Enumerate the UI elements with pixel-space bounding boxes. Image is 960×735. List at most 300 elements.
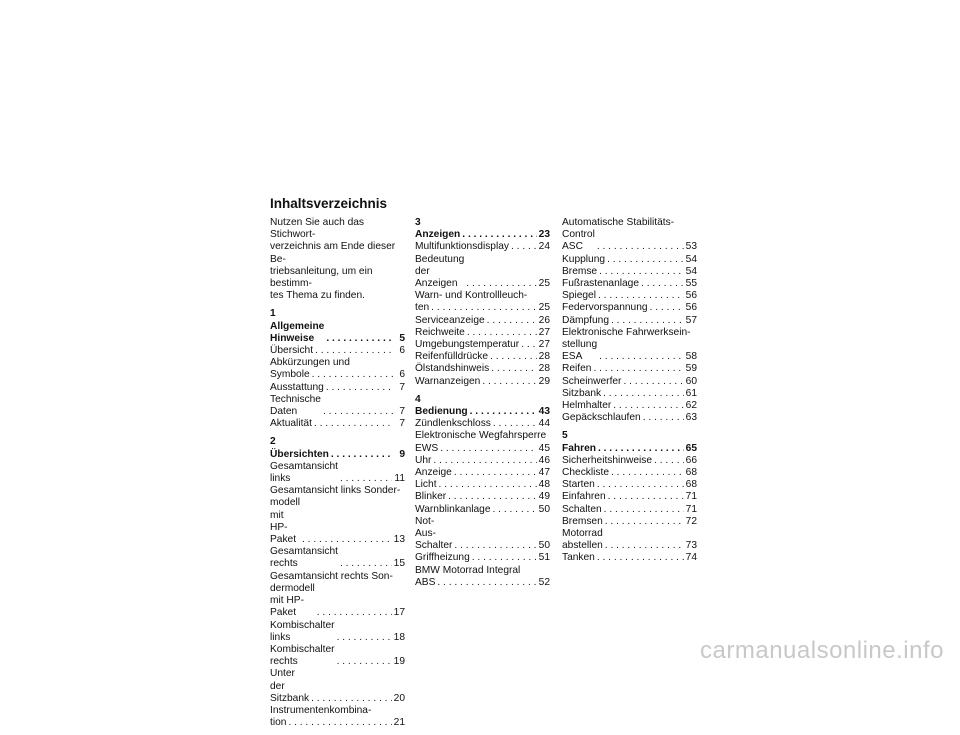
section-heading-title: 3 Anzeigen bbox=[415, 217, 461, 241]
entry-title-line: Gesamtansicht rechts bbox=[270, 546, 338, 570]
entry-title-line: Kupplung bbox=[562, 253, 606, 265]
entry-title-line: Spiegel bbox=[562, 290, 596, 302]
entry-row bbox=[562, 376, 697, 388]
toc-entry[interactable] bbox=[562, 400, 697, 412]
entry-row bbox=[270, 717, 405, 729]
toc-entry[interactable] bbox=[562, 412, 697, 424]
page-number: 55 bbox=[685, 278, 697, 290]
intro-text bbox=[270, 217, 405, 302]
entry-row bbox=[562, 302, 697, 314]
entry-row bbox=[270, 546, 405, 570]
entry-title-line: Bedeutung der Anzeigen bbox=[415, 253, 465, 290]
leader-dots bbox=[470, 406, 537, 418]
entry-row bbox=[270, 382, 405, 394]
toc-entry[interactable] bbox=[415, 552, 550, 564]
leader-dots bbox=[641, 278, 684, 290]
entry-row bbox=[562, 552, 697, 564]
entry-title-line: Übersicht bbox=[270, 345, 314, 357]
entry-row bbox=[415, 363, 550, 375]
entry-row bbox=[415, 254, 550, 291]
leader-dots bbox=[598, 290, 684, 302]
toc-entry[interactable] bbox=[415, 376, 550, 388]
page-number: 68 bbox=[685, 479, 697, 491]
toc-entry[interactable] bbox=[562, 388, 697, 400]
toc-entry[interactable] bbox=[415, 339, 550, 351]
entry-row bbox=[415, 455, 550, 467]
leader-dots bbox=[317, 607, 392, 619]
entry-row bbox=[415, 302, 550, 314]
leader-dots bbox=[493, 418, 537, 430]
toc-entry[interactable] bbox=[562, 376, 697, 388]
page-number: 18 bbox=[393, 631, 405, 643]
entry-row bbox=[270, 644, 405, 668]
page-number: 50 bbox=[538, 503, 550, 515]
page-number: 53 bbox=[685, 241, 697, 253]
entry-row bbox=[562, 229, 697, 253]
entry-row bbox=[562, 278, 697, 290]
toc-entry[interactable] bbox=[415, 241, 550, 253]
leader-dots bbox=[302, 534, 392, 546]
leader-dots bbox=[605, 516, 684, 528]
leader-dots bbox=[597, 552, 684, 564]
entry-row bbox=[415, 376, 550, 388]
leader-dots bbox=[605, 540, 684, 552]
toc-entry[interactable] bbox=[415, 327, 550, 339]
entry-row bbox=[562, 467, 697, 479]
page-number: 74 bbox=[685, 552, 697, 564]
page-number: 43 bbox=[538, 406, 550, 418]
leader-dots bbox=[611, 315, 684, 327]
entry-row bbox=[415, 327, 550, 339]
section-heading[interactable] bbox=[270, 308, 405, 345]
entry-row bbox=[415, 418, 550, 430]
toc-entry[interactable] bbox=[270, 382, 405, 394]
entry-row bbox=[270, 620, 405, 644]
leader-dots bbox=[437, 577, 536, 589]
leader-dots bbox=[340, 558, 392, 570]
entry-title-line: Federvorspannung bbox=[562, 302, 648, 314]
entry-title-line: Abkürzungen und bbox=[270, 357, 350, 369]
entry-row bbox=[270, 345, 405, 357]
page-number: 21 bbox=[393, 717, 405, 729]
leader-dots bbox=[440, 443, 536, 455]
entry-row bbox=[270, 461, 405, 485]
toc-entry[interactable] bbox=[415, 290, 550, 314]
leader-dots bbox=[613, 400, 683, 412]
entry-title-line: Gepäckschlaufen bbox=[562, 412, 641, 424]
page-number: 19 bbox=[393, 656, 405, 668]
entry-row bbox=[562, 504, 697, 516]
entry-title-line: Symbole bbox=[270, 369, 310, 381]
leader-dots bbox=[598, 443, 684, 455]
leader-dots bbox=[599, 351, 684, 363]
toc-entry[interactable] bbox=[270, 485, 405, 546]
entry-title-line: tion bbox=[270, 717, 287, 729]
entry-title-line: Kombischalter links bbox=[270, 619, 335, 643]
leader-dots bbox=[314, 418, 393, 430]
toc-entry[interactable] bbox=[415, 491, 550, 503]
entry-title-line: Tanken bbox=[562, 552, 595, 564]
page-number: 25 bbox=[538, 302, 550, 314]
page-number: 5 bbox=[399, 332, 405, 344]
leader-dots bbox=[603, 388, 684, 400]
page-number: 56 bbox=[685, 302, 697, 314]
entry-title-line: stellung ESA bbox=[562, 339, 598, 363]
entry-row bbox=[415, 443, 550, 455]
entry-row bbox=[270, 583, 405, 620]
entry-row bbox=[562, 479, 697, 491]
page-number: 72 bbox=[685, 515, 697, 527]
leader-dots bbox=[623, 376, 683, 388]
entry-row bbox=[562, 491, 697, 503]
toc-entry[interactable] bbox=[270, 461, 405, 485]
page-number: 47 bbox=[538, 467, 550, 479]
leader-dots bbox=[521, 339, 536, 351]
entry-title-line: Kombischalter rechts bbox=[270, 643, 335, 668]
toc-entry[interactable] bbox=[415, 254, 550, 291]
toc-entry[interactable] bbox=[270, 394, 405, 418]
entry-row bbox=[270, 369, 405, 381]
toc-entry[interactable] bbox=[270, 345, 405, 357]
leader-dots bbox=[654, 455, 684, 467]
entry-row bbox=[415, 339, 550, 351]
toc-entry[interactable] bbox=[270, 418, 405, 430]
leader-dots bbox=[326, 382, 393, 394]
leader-dots bbox=[448, 491, 537, 503]
page-number: 46 bbox=[538, 454, 550, 466]
entry-title-line: Ölstandshinweis bbox=[415, 363, 490, 375]
toc-entry[interactable] bbox=[562, 266, 697, 278]
page-number: 6 bbox=[399, 345, 405, 357]
page-number: 20 bbox=[393, 692, 405, 704]
entry-title-line: Blinker bbox=[415, 491, 447, 503]
entry-row bbox=[562, 254, 697, 266]
entry-row bbox=[562, 290, 697, 302]
toc-section bbox=[415, 217, 550, 388]
page-number: 66 bbox=[685, 454, 697, 466]
toc-section bbox=[562, 430, 697, 564]
entry-title-line: Umgebungstemperatur bbox=[415, 339, 520, 351]
page-number: 9 bbox=[399, 448, 405, 460]
leader-dots bbox=[439, 479, 537, 491]
entry-row bbox=[562, 400, 697, 412]
entry-title-line: Griffheizung bbox=[415, 552, 470, 564]
entry-title-line: modell mit HP-Paket bbox=[270, 497, 301, 546]
toc-section bbox=[270, 308, 405, 430]
entry-title-line: Aktualität bbox=[270, 418, 312, 430]
section-heading-title: 2 Übersichten bbox=[270, 436, 329, 460]
entry-title-line: Sitzbank bbox=[562, 387, 602, 399]
leader-dots bbox=[454, 540, 536, 552]
toc-entry[interactable] bbox=[562, 315, 697, 327]
page-number: 17 bbox=[393, 607, 405, 619]
entry-title-line: Control ASC bbox=[562, 229, 595, 253]
page-number: 48 bbox=[538, 479, 550, 491]
leader-dots bbox=[643, 412, 684, 424]
page-number: 7 bbox=[399, 418, 405, 430]
toc-entry[interactable] bbox=[562, 455, 697, 467]
leader-dots bbox=[467, 327, 537, 339]
toc-entry[interactable] bbox=[270, 668, 405, 705]
page-number: 51 bbox=[538, 552, 550, 564]
toc-entry[interactable] bbox=[415, 430, 550, 454]
page-number: 28 bbox=[538, 351, 550, 363]
leader-dots bbox=[608, 491, 684, 503]
toc-entry[interactable] bbox=[562, 552, 697, 564]
entry-title-line: Serviceanzeige bbox=[415, 314, 485, 326]
leader-dots bbox=[326, 333, 393, 345]
entry-row bbox=[415, 516, 550, 553]
toc-entry[interactable] bbox=[562, 290, 697, 302]
page-number: 58 bbox=[685, 351, 697, 363]
toc-entry[interactable] bbox=[562, 327, 697, 364]
entry-row bbox=[562, 388, 697, 400]
page-number: 65 bbox=[685, 442, 697, 454]
leader-dots bbox=[511, 241, 537, 253]
entry-title-line: Anzeige bbox=[415, 467, 452, 479]
toc-section bbox=[415, 394, 550, 589]
leader-dots bbox=[487, 315, 537, 327]
page-number: 54 bbox=[685, 253, 697, 265]
entry-title-line: Sicherheitshinweise bbox=[562, 454, 653, 466]
entry-row bbox=[415, 467, 550, 479]
entry-title-line: ABS bbox=[415, 576, 436, 588]
section-heading-title: 5 Fahren bbox=[562, 430, 596, 454]
entry-title-line: Gesamtansicht rechts Son- bbox=[270, 570, 393, 582]
section-heading[interactable] bbox=[270, 436, 405, 460]
leader-dots bbox=[331, 449, 393, 461]
page-number: 29 bbox=[538, 375, 550, 387]
toc-column-3 bbox=[562, 217, 697, 571]
leader-dots bbox=[472, 552, 537, 564]
leader-dots bbox=[431, 302, 536, 314]
page-number: 50 bbox=[538, 540, 550, 552]
page-number: 28 bbox=[538, 363, 550, 375]
leader-dots bbox=[323, 406, 393, 418]
page-number: 27 bbox=[538, 326, 550, 338]
toc-entry[interactable] bbox=[415, 565, 550, 589]
toc-entry[interactable] bbox=[562, 528, 697, 552]
page-number: 7 bbox=[399, 381, 405, 393]
toc-entry[interactable] bbox=[270, 546, 405, 570]
leader-dots bbox=[340, 473, 392, 485]
entry-title-line: Elektronische Fahrwerksein- bbox=[562, 326, 691, 338]
leader-dots bbox=[288, 717, 391, 729]
entry-title-line: Instrumentenkombina- bbox=[270, 704, 372, 716]
toc-section bbox=[562, 217, 697, 424]
toc-entry[interactable] bbox=[415, 363, 550, 375]
entry-row bbox=[562, 339, 697, 363]
page-number: 23 bbox=[538, 229, 550, 241]
leader-dots bbox=[607, 254, 684, 266]
toc-entry[interactable] bbox=[415, 455, 550, 467]
entry-title-line: Bremsen bbox=[562, 515, 603, 527]
toc-entry[interactable] bbox=[270, 644, 405, 668]
intro-line: Nutzen Sie auch das Stichwort- bbox=[270, 217, 365, 241]
toc-entry[interactable] bbox=[415, 516, 550, 553]
page-number: 26 bbox=[538, 314, 550, 326]
entry-title-line: Uhr bbox=[415, 454, 432, 466]
entry-row bbox=[415, 491, 550, 503]
section-heading[interactable] bbox=[415, 217, 550, 241]
toc-entry[interactable] bbox=[270, 357, 405, 381]
toc-entry[interactable] bbox=[562, 491, 697, 503]
entry-row bbox=[270, 668, 405, 705]
leader-dots bbox=[493, 504, 537, 516]
entry-title-line: Fußrastenanlage bbox=[562, 278, 640, 290]
leader-dots bbox=[337, 632, 392, 644]
entry-title-line: Schalten bbox=[562, 503, 602, 515]
entry-title-line: Einfahren bbox=[562, 491, 606, 503]
page-number: 60 bbox=[685, 375, 697, 387]
entry-row bbox=[270, 497, 405, 546]
entry-title-line: Motorrad abstellen bbox=[562, 528, 603, 552]
watermark: carmanualsonline.info bbox=[700, 637, 944, 664]
page-number: 73 bbox=[685, 540, 697, 552]
leader-dots bbox=[466, 278, 536, 290]
entry-title-line: ten bbox=[415, 302, 430, 314]
page-number: 54 bbox=[685, 265, 697, 277]
toc-entry[interactable] bbox=[562, 504, 697, 516]
entry-title-line: Scheinwerfer bbox=[562, 375, 622, 387]
leader-dots bbox=[491, 363, 536, 375]
entry-title-line: Unter der Sitzbank bbox=[270, 668, 310, 704]
entry-row bbox=[562, 363, 697, 375]
entry-title-line: Reifen bbox=[562, 363, 592, 375]
page-number: 15 bbox=[393, 558, 405, 570]
page-number: 25 bbox=[538, 278, 550, 290]
section-heading[interactable] bbox=[415, 394, 550, 418]
entry-title-line: Not-Aus-Schalter bbox=[415, 515, 453, 552]
page-number: 13 bbox=[393, 534, 405, 546]
page-number: 61 bbox=[685, 387, 697, 399]
intro-line: tes Thema zu finden. bbox=[270, 290, 365, 302]
page-number: 6 bbox=[399, 369, 405, 381]
page-number: 63 bbox=[685, 412, 697, 424]
entry-title-line: Gesamtansicht links Sonder- bbox=[270, 485, 401, 497]
entry-title-line: Technische Daten bbox=[270, 393, 321, 418]
toc-entry[interactable] bbox=[562, 278, 697, 290]
toc-entry[interactable] bbox=[270, 571, 405, 620]
entry-row bbox=[562, 412, 697, 424]
entry-title-line: Multifunktionsdisplay bbox=[415, 241, 509, 253]
toc-entry[interactable] bbox=[562, 363, 697, 375]
entry-row bbox=[415, 479, 550, 491]
toc-entry[interactable] bbox=[415, 479, 550, 491]
entry-row bbox=[270, 418, 405, 430]
page-number: 44 bbox=[538, 418, 550, 430]
leader-dots bbox=[490, 351, 537, 363]
leader-dots bbox=[433, 455, 536, 467]
entry-title-line: Reifenfülldrücke bbox=[415, 351, 489, 363]
toc-entry[interactable] bbox=[562, 467, 697, 479]
entry-title-line: EWS bbox=[415, 442, 439, 454]
leader-dots bbox=[454, 467, 537, 479]
toc-section bbox=[270, 436, 405, 729]
intro-line: triebsanleitung, um ein bestimm- bbox=[270, 265, 373, 290]
entry-title-line: Warnanzeigen bbox=[415, 375, 481, 387]
leader-dots bbox=[650, 302, 684, 314]
leader-dots bbox=[312, 369, 393, 381]
leader-dots bbox=[315, 345, 393, 357]
leader-dots bbox=[611, 467, 684, 479]
leader-dots bbox=[337, 656, 392, 668]
page-title: Inhaltsverzeichnis bbox=[270, 196, 388, 211]
entry-title-line: Licht bbox=[415, 479, 437, 491]
entry-title-line: Zündlenkschloss bbox=[415, 418, 491, 430]
toc-entry[interactable] bbox=[415, 504, 550, 516]
entry-title-line: BMW Motorrad Integral bbox=[415, 564, 521, 576]
entry-title-line: Checkliste bbox=[562, 467, 609, 479]
entry-row bbox=[562, 266, 697, 278]
entry-title-line: Ausstattung bbox=[270, 381, 324, 393]
page-number: 52 bbox=[538, 576, 550, 588]
page-number: 49 bbox=[538, 491, 550, 503]
section-heading-title: 4 Bedienung bbox=[415, 393, 468, 418]
entry-row bbox=[415, 351, 550, 363]
toc-entry[interactable] bbox=[415, 315, 550, 327]
page-number: 24 bbox=[538, 241, 550, 253]
entry-title-line: Reichweite bbox=[415, 326, 465, 338]
toc-entry[interactable] bbox=[415, 467, 550, 479]
toc-entry[interactable] bbox=[270, 705, 405, 729]
entry-row bbox=[562, 455, 697, 467]
page-number: 68 bbox=[685, 467, 697, 479]
page-number: 27 bbox=[538, 339, 550, 351]
toc-entry[interactable] bbox=[415, 418, 550, 430]
entry-row bbox=[562, 315, 697, 327]
entry-title-line: Gesamtansicht links bbox=[270, 460, 338, 485]
page-number: 57 bbox=[685, 314, 697, 326]
entry-row bbox=[415, 241, 550, 253]
page-number: 71 bbox=[685, 503, 697, 515]
toc-entry[interactable] bbox=[270, 620, 405, 644]
leader-dots bbox=[604, 504, 684, 516]
entry-row bbox=[415, 504, 550, 516]
page-number: 62 bbox=[685, 400, 697, 412]
leader-dots bbox=[597, 241, 684, 253]
page-number: 45 bbox=[538, 442, 550, 454]
leader-dots bbox=[482, 376, 536, 388]
toc-entry[interactable] bbox=[562, 254, 697, 266]
entry-title-line: Warnblinkanlage bbox=[415, 503, 491, 515]
leader-dots bbox=[462, 229, 536, 241]
toc-entry[interactable] bbox=[415, 351, 550, 363]
leader-dots bbox=[599, 266, 684, 278]
entry-title-line: Starten bbox=[562, 479, 595, 491]
section-heading-title: 1 Allgemeine Hinweise bbox=[270, 308, 325, 344]
entry-row bbox=[270, 394, 405, 418]
entry-row bbox=[562, 516, 697, 528]
entry-title-line: Bremse bbox=[562, 265, 598, 277]
toc-column-1 bbox=[270, 217, 405, 735]
toc-entry[interactable] bbox=[562, 516, 697, 528]
entry-row bbox=[415, 552, 550, 564]
page-number: 71 bbox=[685, 491, 697, 503]
toc-entry[interactable] bbox=[562, 217, 697, 254]
entry-title-line: dermodell mit HP-Paket bbox=[270, 582, 315, 619]
page-number: 56 bbox=[685, 290, 697, 302]
entry-title-line: Automatische Stabilitäts- bbox=[562, 217, 675, 228]
page-number: 7 bbox=[399, 406, 405, 418]
toc-entry[interactable] bbox=[562, 302, 697, 314]
entry-title-line: Warn- und Kontrollleuch- bbox=[415, 290, 528, 302]
entry-row bbox=[415, 577, 550, 589]
toc-entry[interactable] bbox=[562, 479, 697, 491]
section-heading[interactable] bbox=[562, 430, 697, 454]
intro-line: verzeichnis am Ende dieser Be- bbox=[270, 241, 396, 265]
entry-row bbox=[415, 315, 550, 327]
